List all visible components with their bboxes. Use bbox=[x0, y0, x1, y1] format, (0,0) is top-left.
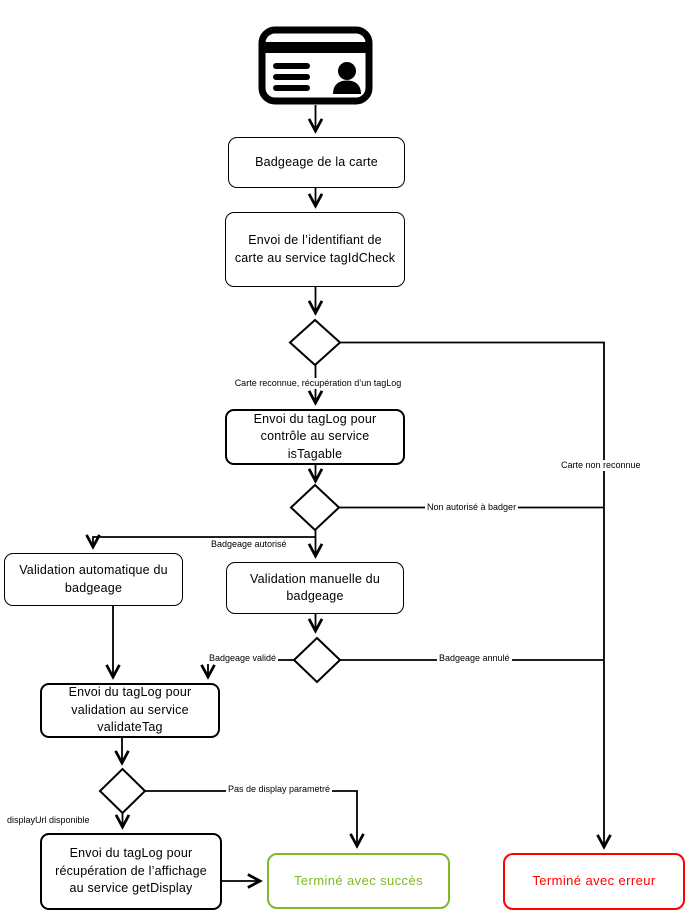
edge-label-pas-de-display: Pas de display parametré bbox=[228, 784, 331, 794]
decision4-diamond bbox=[100, 769, 145, 813]
node-envoi-taglog-istagable: Envoi du tagLog pour contrôle au service isTagable bbox=[225, 409, 405, 465]
decision3-diamond bbox=[294, 638, 340, 682]
node-badgeage-carte: Badgeage de la carte bbox=[228, 137, 405, 188]
edge-label-displayurl-disponible: displayUrl disponible bbox=[7, 815, 90, 825]
badge-card-icon bbox=[258, 26, 373, 105]
decision1-diamond bbox=[290, 320, 340, 365]
terminal-error-node: Terminé avec erreur bbox=[503, 853, 685, 910]
terminal-success-node: Terminé avec succès bbox=[267, 853, 450, 909]
node-envoi-taglog-getdisplay: Envoi du tagLog pour récupération de l’affichage au service getDisplay bbox=[40, 833, 222, 910]
edge-label-carte-non-reconnue: Carte non reconnue bbox=[561, 460, 641, 470]
decision2-diamond bbox=[291, 485, 339, 530]
node-envoi-identifiant-tagidcheck: Envoi de l’identifiant de carte au service tagIdCheck bbox=[225, 212, 405, 287]
edge-label-badgeage-valide: Badgeage validé bbox=[209, 653, 277, 663]
node-validation-automatique: Validation automatique du badgeage bbox=[4, 553, 183, 606]
edge-label-badgeage-annule: Badgeage annulé bbox=[439, 653, 510, 663]
edge-label-carte-reconnue: Carte reconnue, récupération d’un tagLog bbox=[226, 378, 410, 389]
node-envoi-taglog-validatetag: Envoi du tagLog pour validation au service validateTag bbox=[40, 683, 220, 738]
edge-label-badgeage-autorise: Badgeage autorisé bbox=[211, 539, 287, 549]
edge-label-non-autorise-a-badger: Non autorisé à badger bbox=[427, 502, 517, 512]
node-validation-manuelle: Validation manuelle du badgeage bbox=[226, 562, 404, 614]
